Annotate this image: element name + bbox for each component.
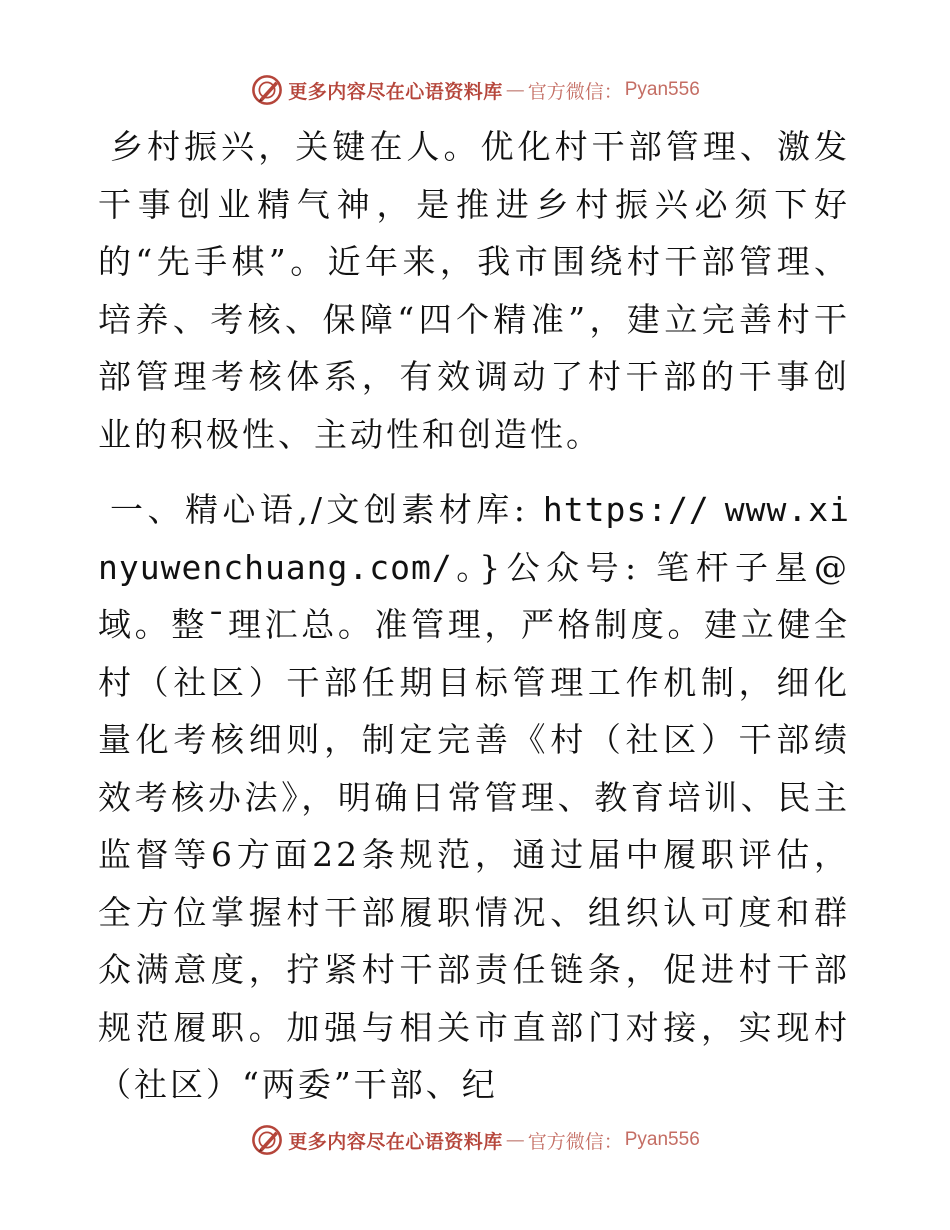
document-body [98,118,850,1114]
banner-title: 更多内容尽在心语资料库 [288,80,503,103]
banner-separator: — [505,1129,525,1151]
banner-official-label: 官方微信： [527,80,623,103]
header-banner [0,70,950,110]
section-1-text: 。}公众号: 笔杆子星@域。整¯理汇总。准管理，严格制度。建立健全村（社区）干部任期目标管理工作机制，细化量化考核细则，制定完善《村（社区）干部绩效考核办法》，明确日常管理、教育培训、民主监督等6方面22条规范，通过届中履职评估，全方位掌握村干部履职情况、组织认可度和群众满意度，拧紧村干部责任链条，促进村干部规范履职。加强与相关市直部门对接，实现村（社区）“两委”干部、纪 [98,547,850,1104]
paragraph-section-1 [98,481,850,1114]
paragraph-intro: 乡村振兴，关键在人。优化村干部管理、激发干事创业精气神，是推进乡村振兴必须下好的“先手棋”。近年来，我市围绕村干部管理、培养、考核、保障“四个精准”，建立完善村干部管理考核体系，有效调动了村干部的干事创业的积极性、主动性和创造性。 [98,127,850,454]
source-url-part-1: https:// [542,490,710,529]
source-url-part-2: www.xinyuwenchuang.com/ [98,490,850,587]
section-1-lead: 一、精心语,/文创素材库: [110,490,543,529]
banner-separator: — [505,79,525,101]
banner-official-label: 官方微信： [527,1130,623,1153]
banner-wechat-id: Pyan556 [624,79,700,100]
banner-wechat-id: Pyan556 [624,1129,700,1150]
banner-title: 更多内容尽在心语资料库 [288,1130,503,1153]
footer-banner [0,1120,950,1160]
pen-logo-icon [250,73,284,107]
pen-logo-icon [250,1123,284,1157]
